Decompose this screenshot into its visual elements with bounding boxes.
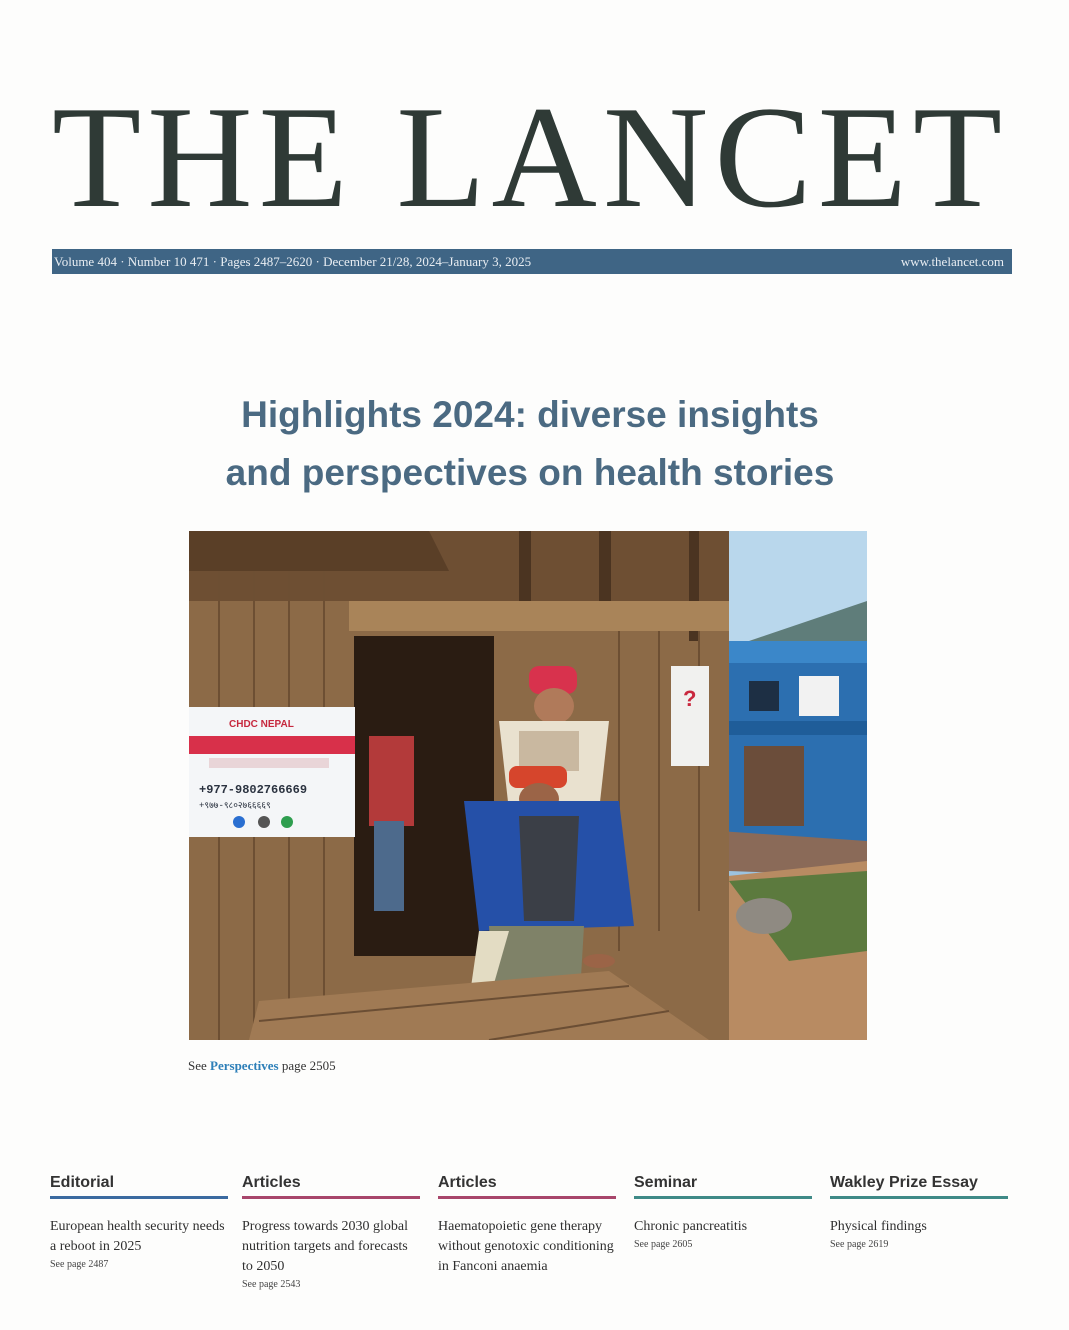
caption-prefix: See <box>188 1058 207 1073</box>
caption-suffix: page 2505 <box>281 1058 336 1073</box>
section-title: Seminar <box>634 1174 698 1191</box>
section-articles-nutrition[interactable] <box>242 1172 420 1330</box>
section-articles-gene-therapy[interactable] <box>438 1172 616 1330</box>
section-editorial[interactable] <box>50 1172 228 1330</box>
section-page-ref: See page 2543 <box>242 1279 301 1290</box>
section-title: Articles <box>438 1174 497 1191</box>
photo-caption <box>188 1058 336 1074</box>
issue-details: Volume 404 · Number 10 471 · Pages 2487–2620 · December 21/28, 2024–January 3, 2025 <box>54 254 532 269</box>
section-rule <box>438 1196 616 1199</box>
section-summary: Physical findings <box>830 1219 927 1234</box>
svg-text:?: ? <box>683 686 697 711</box>
section-summary: Progress towards 2030 global nutrition targets and forecasts to 2050 <box>242 1219 409 1274</box>
section-page-ref: See page 2605 <box>634 1239 693 1250</box>
headline-line-1: Highlights 2024: diverse insights <box>241 394 819 435</box>
journal-masthead: THE LANCET <box>52 76 1009 238</box>
section-rule <box>242 1196 420 1199</box>
section-wakley-prize-essay[interactable] <box>830 1172 1008 1330</box>
cover-photo <box>189 531 867 1040</box>
section-summary: Haematopoietic gene therapy without genotoxic conditioning in Fanconi anaemia <box>438 1219 614 1274</box>
poster-phone-alt-text: +९७७-९८०२७६६६६९ <box>199 801 271 811</box>
section-rule <box>50 1196 228 1199</box>
section-rule <box>634 1196 812 1199</box>
headline-line-2: and perspectives on health stories <box>225 452 835 493</box>
section-title: Wakley Prize Essay <box>830 1174 978 1191</box>
section-summary: Chronic pancreatitis <box>634 1219 748 1234</box>
section-seminar[interactable] <box>634 1172 812 1330</box>
section-title: Articles <box>242 1174 301 1191</box>
cover-headline <box>150 386 910 502</box>
perspectives-link[interactable]: Perspectives <box>210 1058 279 1073</box>
poster-phone-text: +977-9802766669 <box>199 783 308 797</box>
issue-info-bar <box>52 249 1012 274</box>
section-title: Editorial <box>50 1174 115 1191</box>
section-summary: European health security needs a reboot in 2025 <box>50 1219 225 1254</box>
website-link[interactable]: www.thelancet.com <box>900 254 1004 269</box>
poster-org-text: CHDC NEPAL <box>229 719 294 730</box>
section-page-ref: See page 2619 <box>830 1239 889 1250</box>
section-rule <box>830 1196 1008 1199</box>
section-page-ref: See page 2487 <box>50 1259 109 1270</box>
